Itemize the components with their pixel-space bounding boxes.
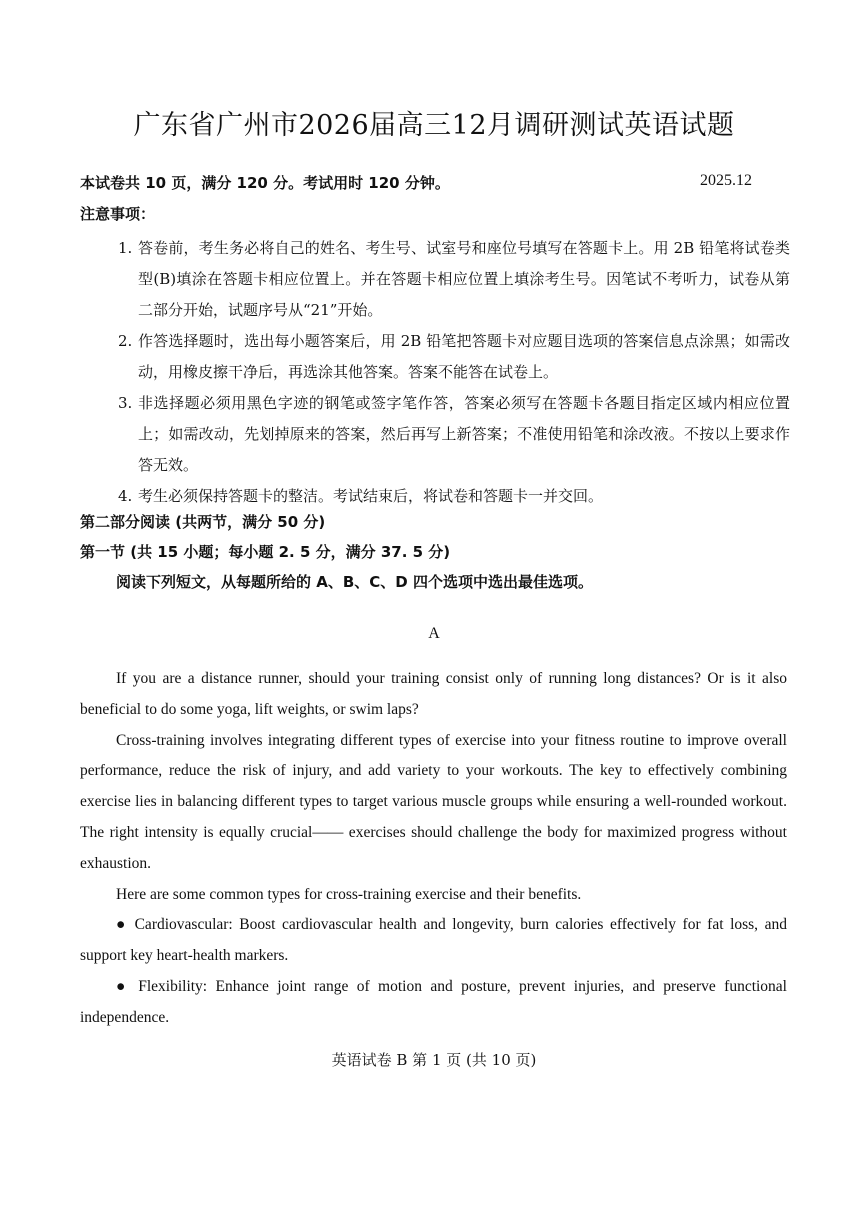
passage-paragraph: If you are a distance runner, should your training consist only of running long distances? Or is it also beneficial to do some yoga, lift weights, or swim laps? bbox=[80, 670, 787, 718]
passage-paragraph: Cross-training involves integrating different types of exercise into your fitness routine to improve overall performance, reduce the risk of injury, and add variety to your workouts. The key to effectively combining exercise lies in balancing different types to target various muscle groups while ensuring a well-rounded workout. The right intensity is equally crucial—— exercises should challenge the body for maximized progress without exhaustion. bbox=[80, 731, 787, 872]
exam-title: 广东省广州市2026届高三12月调研测试英语试题 bbox=[133, 110, 735, 141]
notice-number: 2. bbox=[118, 332, 133, 350]
passage-paragraph: Here are some common types for cross-training exercise and their benefits. bbox=[116, 885, 582, 903]
notice-number: 1. bbox=[118, 239, 133, 257]
reading-instruction: 阅读下列短文，从每题所给的 A、B、C、D 四个选项中选出最佳选项。 bbox=[116, 573, 593, 591]
passage-bullet: ● Flexibility: Enhance joint range of motion and posture, prevent injuries, and preserve functional independence. bbox=[80, 977, 787, 1026]
notice-item bbox=[118, 388, 790, 481]
exam-info: 本试卷共 10 页，满分 120 分。考试用时 120 分钟。 bbox=[80, 174, 450, 192]
notice-number: 4. bbox=[118, 487, 133, 505]
exam-date: 2025.12 bbox=[700, 172, 752, 189]
exam-meta bbox=[80, 172, 752, 193]
section-one-heading: 第一节 (共 15 小题；每小题 2. 5 分，满分 37. 5 分) bbox=[80, 543, 451, 561]
notice-item bbox=[118, 233, 790, 326]
notice-text: 考生必须保持答题卡的整洁。考试结束后，将试卷和答题卡一并交回。 bbox=[138, 487, 604, 505]
passage-bullet: ● Cardiovascular: Boost cardiovascular health and longevity, burn calories effectively for fat loss, and support key heart-health markers. bbox=[80, 916, 787, 965]
part-two-heading: 第二部分阅读 (共两节，满分 50 分) bbox=[80, 513, 326, 531]
notice-text: 答卷前，考生务必将自己的姓名、考生号、试室号和座位号填写在答题卡上。用 2B 铅笔将试卷类型(B)填涂在答题卡相应位置上。并在答题卡相应位置上填涂考生号。因笔试不考听力，试卷从第二部分开始，试题序号从“21”开始。 bbox=[138, 239, 790, 319]
passage-body bbox=[80, 664, 787, 1034]
notice-item bbox=[118, 326, 790, 388]
notice-item bbox=[118, 481, 790, 512]
notice-heading: 注意事项： bbox=[80, 205, 156, 223]
page-footer: 英语试卷 B 第 1 页 (共 10 页) bbox=[331, 1051, 537, 1069]
notice-text: 作答选择题时，选出每小题答案后，用 2B 铅笔把答题卡对应题目选项的答案信息点涂黑；如需改动，用橡皮擦干净后，再选涂其他答案。答案不能答在试卷上。 bbox=[138, 332, 790, 381]
passage-label: A bbox=[428, 625, 440, 642]
notice-list bbox=[118, 233, 790, 512]
notice-number: 3. bbox=[118, 394, 133, 412]
notice-text: 非选择题必须用黑色字迹的钢笔或签字笔作答，答案必须写在答题卡各题目指定区域内相应位置上；如需改动，先划掉原来的答案，然后再写上新答案；不准使用铅笔和涂改液。不按以上要求作答无效。 bbox=[138, 394, 790, 474]
